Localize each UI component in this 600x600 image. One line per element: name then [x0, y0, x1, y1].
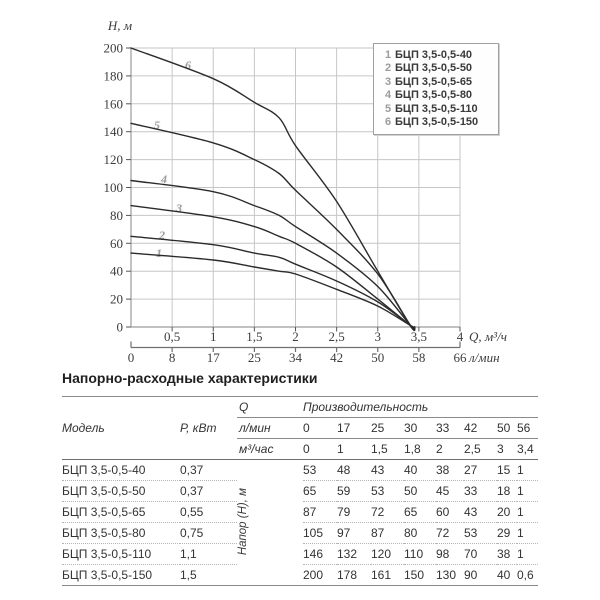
y-tick-label: 60: [110, 235, 123, 251]
lmin-tick-label: 66: [453, 350, 467, 365]
head-value: 50: [404, 481, 436, 502]
legend-series-number: 4: [385, 89, 392, 102]
legend-series-name: БЦП 3,5-0,5-50: [395, 62, 473, 75]
head-value: 40: [497, 565, 517, 586]
col-header-model: Модель: [62, 397, 180, 460]
head-value: 53: [303, 463, 317, 477]
head-value: 43: [464, 502, 497, 523]
legend-series-number: 6: [385, 116, 392, 129]
head-value: 40: [404, 463, 418, 477]
head-axis-cell: [237, 460, 303, 586]
x-tick-label: 1: [210, 329, 217, 344]
q-m3h-value: 3,4: [517, 439, 538, 460]
y-tick-label: 20: [110, 291, 123, 307]
curve-label-4: 4: [161, 172, 167, 186]
q-m3h-value: 3: [497, 439, 517, 460]
head-value: 110: [404, 544, 436, 565]
x-tick-label: 2,5: [328, 329, 345, 344]
x-tick-label: 1,5: [246, 329, 263, 344]
legend-series-number: 1: [385, 49, 392, 61]
head-value: 79: [337, 502, 371, 523]
head-axis-label: Напор (Н), м: [237, 487, 249, 556]
model-name: БЦП 3,5-0,5-80: [62, 523, 180, 544]
head-value: 80: [404, 523, 436, 544]
model-name: БЦП 3,5-0,5-40: [62, 463, 146, 477]
head-value: 70: [464, 544, 497, 565]
row-header-lmin: л/мин: [237, 418, 303, 439]
head-value: 53: [464, 523, 497, 544]
y-tick-label: 80: [110, 207, 123, 223]
x-tick-label: 2: [292, 329, 299, 344]
head-value: 33: [464, 481, 497, 502]
head-value: 105: [303, 523, 337, 544]
head-value: 1: [517, 463, 524, 477]
head-value: 90: [464, 565, 497, 586]
legend-item-6: [385, 116, 492, 129]
head-value: 18: [497, 481, 517, 502]
head-value: 38: [436, 463, 450, 477]
power-value: 1,5: [180, 565, 237, 586]
col-header-performance: Производительность: [303, 397, 538, 418]
head-value: 0,6: [517, 565, 538, 586]
q-m3h-value: 1: [337, 439, 371, 460]
lmin-tick-label: 42: [330, 350, 344, 365]
q-m3h-value: 1,8: [404, 439, 436, 460]
head-value: 65: [303, 481, 337, 502]
y-tick-label: 40: [110, 263, 123, 279]
lmin-tick-label: 0: [127, 350, 135, 365]
y-axis-title: Н, м: [107, 18, 133, 33]
curve-label-3: 3: [176, 201, 182, 215]
characteristics-table: [62, 396, 538, 586]
head-value: 65: [404, 502, 436, 523]
chart-legend: [373, 43, 499, 135]
y-tick-label: 180: [103, 68, 123, 84]
head-value: 45: [436, 481, 464, 502]
power-value: 1,1: [180, 544, 237, 565]
y-tick-label: 160: [103, 96, 123, 112]
model-name: БЦП 3,5-0,5-110: [62, 544, 180, 565]
head-value: 178: [337, 565, 371, 586]
table-row: [62, 460, 538, 481]
legend-series-name: БЦП 3,5-0,5-150: [395, 116, 479, 129]
lmin-tick-label: 58: [412, 350, 426, 365]
legend-series-name: БЦП 3,5-0,5-40: [395, 49, 473, 61]
head-value: 161: [371, 565, 404, 586]
head-value: 130: [436, 565, 464, 586]
model-name: БЦП 3,5-0,5-50: [62, 481, 180, 502]
q-m3h-value: 0: [303, 439, 337, 460]
head-value: 1: [517, 544, 538, 565]
head-value: 60: [436, 502, 464, 523]
legend-item-2: [385, 62, 492, 75]
legend-series-number: 3: [385, 75, 392, 88]
col-header-q: Q: [237, 397, 303, 418]
x-tick-label: 3: [374, 329, 381, 344]
power-value: 0,37: [180, 481, 237, 502]
head-value: 15: [497, 463, 511, 477]
q-lmin-value: 25: [371, 418, 404, 439]
q-lmin-value: 17: [337, 418, 371, 439]
y-tick-label: 120: [103, 152, 123, 168]
head-value: 87: [303, 502, 337, 523]
power-value: 0,37: [180, 463, 204, 477]
power-value: 0,75: [180, 523, 237, 544]
legend-series-name: БЦП 3,5-0,5-80: [395, 89, 473, 102]
x-axis2-title: л/мин: [469, 350, 500, 365]
x-tick-label: 3,5: [410, 329, 427, 344]
head-value: 132: [337, 544, 371, 565]
head-value: 200: [303, 565, 337, 586]
legend-series-number: 5: [385, 102, 392, 115]
head-value: 53: [371, 481, 404, 502]
legend-series-name: БЦП 3,5-0,5-65: [395, 75, 473, 88]
legend-series-name: БЦП 3,5-0,5-110: [395, 102, 478, 115]
head-value: 38: [497, 544, 517, 565]
head-value: 27: [464, 463, 478, 477]
section-title: Напорно-расходные характеристики: [62, 370, 318, 386]
x-axis-title: Q, м³/ч: [469, 329, 507, 344]
head-value: 1: [517, 523, 538, 544]
legend-item-1: [385, 49, 492, 62]
head-value: 29: [497, 523, 517, 544]
lmin-tick-label: 8: [168, 350, 176, 365]
curve-label-5: 5: [154, 118, 160, 132]
q-m3h-value: 1,5: [371, 439, 404, 460]
q-lmin-value: 56: [517, 418, 538, 439]
head-value: 72: [371, 502, 404, 523]
head-value: 43: [371, 463, 385, 477]
curve-series-4: [131, 181, 415, 329]
col-header-power: Р, кВт: [180, 397, 237, 460]
head-value: 48: [337, 463, 351, 477]
y-tick-label: 140: [103, 124, 123, 140]
q-lmin-value: 50: [497, 418, 517, 439]
y-tick-label: 0: [116, 319, 123, 335]
lmin-tick-label: 25: [247, 350, 261, 365]
legend-series-number: 2: [385, 62, 392, 75]
lmin-tick-label: 50: [371, 350, 385, 365]
head-value: 20: [497, 502, 517, 523]
curve-series-1: [131, 253, 415, 327]
head-value: 146: [303, 544, 337, 565]
head-value: 1: [517, 481, 538, 502]
head-value: 59: [337, 481, 371, 502]
power-value: 0,55: [180, 502, 237, 523]
legend-item-4: [385, 89, 492, 102]
curve-label-6: 6: [185, 58, 191, 72]
x-tick-label: 0,5: [164, 329, 181, 344]
legend-item-3: [385, 76, 492, 89]
lmin-tick-label: 17: [206, 350, 220, 365]
model-name: БЦП 3,5-0,5-65: [62, 502, 180, 523]
head-value: 1: [517, 502, 538, 523]
q-lmin-value: 0: [303, 418, 337, 439]
head-value: 120: [371, 544, 404, 565]
legend-item-5: [385, 103, 492, 116]
curve-label-1: 1: [156, 246, 162, 260]
model-name: БЦП 3,5-0,5-150: [62, 565, 180, 586]
head-value: 150: [404, 565, 436, 586]
row-header-m3h: м³/час: [237, 439, 303, 460]
q-lmin-value: 33: [436, 418, 464, 439]
y-tick-label: 100: [103, 180, 123, 195]
lmin-tick-label: 34: [289, 350, 302, 365]
y-tick-label: 200: [103, 40, 123, 56]
x-tick-label: 4: [456, 329, 464, 344]
head-value: 98: [436, 544, 464, 565]
head-value: 72: [436, 523, 464, 544]
q-m3h-value: 2: [436, 439, 464, 460]
q-m3h-value: 2,5: [464, 439, 497, 460]
q-lmin-value: 42: [464, 418, 497, 439]
q-lmin-value: 30: [404, 418, 436, 439]
head-value: 97: [337, 523, 371, 544]
head-value: 87: [371, 523, 404, 544]
curve-label-2: 2: [159, 228, 165, 242]
